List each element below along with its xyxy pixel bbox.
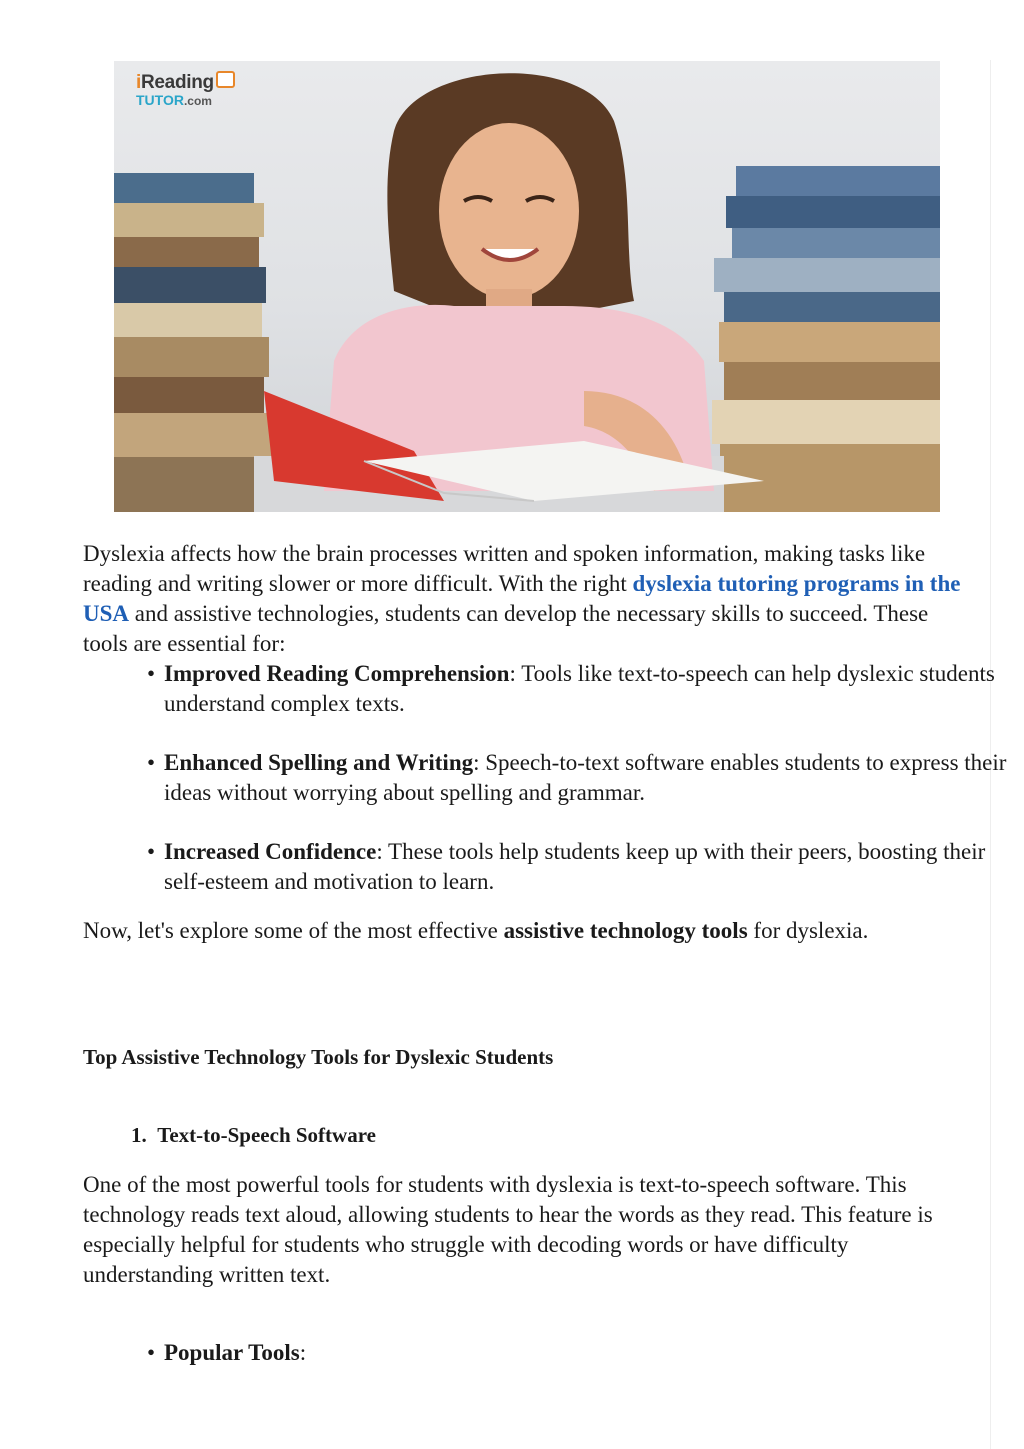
section-heading: Top Assistive Technology Tools for Dyslexic Students [83, 1045, 554, 1069]
hero-photo [114, 61, 940, 512]
popular-tools-item [130, 1338, 1014, 1368]
benefit-item [130, 748, 1014, 808]
bullet-icon: • [147, 839, 156, 864]
explore-before: Now, let's explore some of the most effective [83, 918, 504, 943]
explore-bold: assistive technology tools [503, 918, 748, 943]
bullet-icon: • [147, 1340, 156, 1365]
benefit-text: : Tools like text-to-speech can help dyslexic students understand complex texts. [164, 661, 995, 716]
intro-text-before: Dyslexia affects how the brain processes written and spoken information, making tasks like reading and writing slower or more difficult. With the right [83, 541, 926, 596]
benefit-item [130, 837, 1014, 897]
girl-reading-illustration [114, 61, 940, 512]
benefit-title: Enhanced Spelling and Writing [164, 750, 474, 775]
dyslexia-tutoring-link[interactable]: dyslexia tutoring programs in the USA [83, 571, 961, 626]
intro-paragraph [83, 539, 978, 659]
bullet-icon: • [147, 661, 156, 686]
logo-tutor: TUTOR [136, 92, 184, 108]
logo-domain: .com [183, 94, 212, 108]
bullet-icon: • [147, 750, 156, 775]
intro-text-after: and assistive technologies, students can develop the necessary skills to succeed. These tools are essential for: [83, 601, 929, 656]
right-book-stack [712, 166, 940, 512]
benefit-title: Increased Confidence [164, 839, 377, 864]
popular-tools-colon: : [299, 1340, 307, 1365]
logo-i: i [136, 72, 141, 93]
benefit-text: : Speech-to-text software enables students to express their ideas without worrying about spelling and grammar. [164, 750, 1007, 805]
benefit-title: Improved Reading Comprehension [164, 661, 510, 686]
benefit-text: : These tools help students keep up with their peers, boosting their self-esteem and motivation to learn. [164, 839, 986, 894]
tool-title: Text-to-Speech Software [157, 1123, 376, 1147]
explore-paragraph [83, 916, 913, 946]
logo-badge-icon [216, 71, 235, 88]
logo-reading: Reading [140, 72, 214, 93]
popular-tools-label: Popular Tools [164, 1340, 300, 1365]
explore-after: for dyslexia. [747, 918, 869, 943]
ireadingtutor-logo [136, 73, 235, 107]
tool-heading [131, 1123, 376, 1148]
tool-number: 1. [131, 1123, 147, 1147]
tool-paragraph: One of the most powerful tools for students with dyslexia is text-to-speech software. This technology reads text aloud, allowing students to hear the words as they read. This feature is especially helpful for students who struggle with decoding words or have difficulty understanding written text. [83, 1172, 933, 1287]
benefit-item [130, 659, 1014, 719]
